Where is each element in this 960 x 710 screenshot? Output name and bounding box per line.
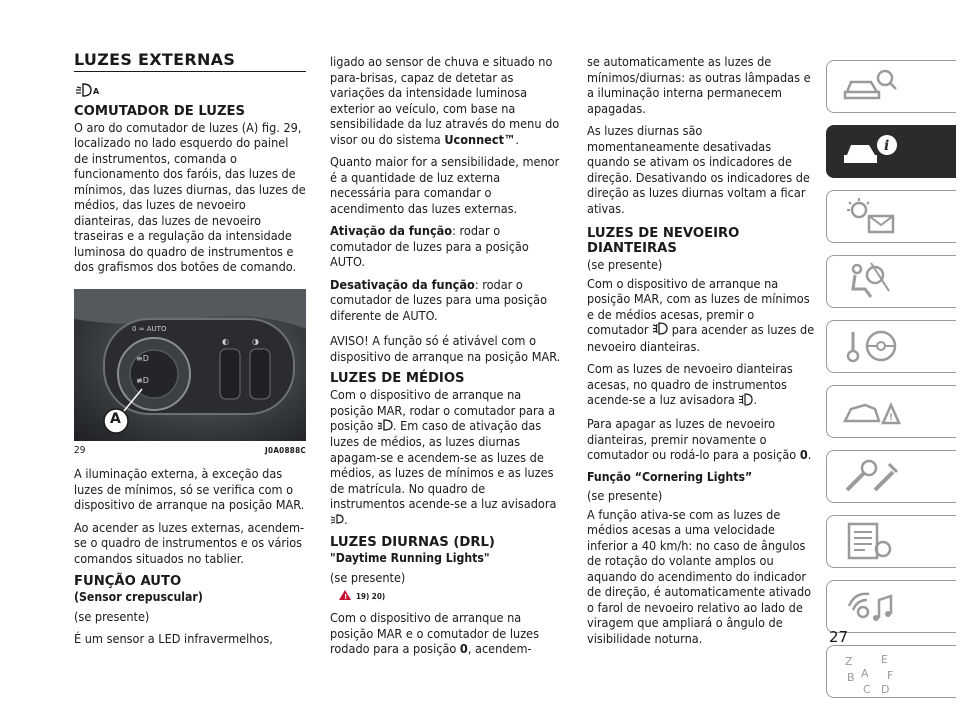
svg-text:C: C [863,683,871,695]
cornering-title: Função “Cornering Lights” [587,469,753,484]
warning-triangle-icon [338,589,352,605]
svg-text:B: B [847,671,855,684]
column-1 [74,52,306,654]
svg-text:!: ! [889,413,894,423]
figure-number: 29 [74,444,86,456]
svg-text:D: D [881,683,890,695]
car-search-icon [841,66,901,106]
warning-text: AVISO! A função só é ativável com o dispositivo de arranque na posição MAR. [330,333,561,364]
switch-text: O aro do comutador de luzes (A) fig. 29, localizado no lado esquerdo do painel de instrumentos, comanda o funcionamento dos faróis, das luzes de mínimos, das luzes diurnas, das luzes de médios, das luzes de nevoeiro dianteiras, das luzes de nevoeiro traseiras e a regulação da intensidade luminosa do quadro de instrumentos e dos grafismos dos botões de comando. [74,119,306,274]
low-beam-text: Com o dispositivo de arranque na posição MAR, rodar o comutador para a posição . Em caso de ativação das luzes de médios, as luzes diurnas apagam-se e acendem-se as luzes de médios, as luzes de mínimos e as luzes de matrícula. No quadro de instrumentos acende-se a luz avisadora . [330,387,557,527]
drl-refs-line: ! 19) 20) [330,588,562,604]
svg-text:A: A [861,667,869,680]
svg-text:!: ! [344,592,348,601]
driving-controls-icon [841,326,901,366]
warning-lights-icon [841,196,901,236]
car-breakdown-icon [841,391,901,431]
tab-car-info[interactable] [826,125,956,178]
front-fog-title: LUZES DE NEVOEIRO DIANTEIRAS [587,226,740,256]
multimedia-icon [841,586,901,626]
cornering-text: A função ativa-se com as luzes de médios acesas a uma velocidade inferior a 40 km/h: no caso de ângulos de rotação do volante amplos ou aquando do acendimento do indicador de direção, é automaticamente ativado o farol de nevoeiro relativo ao lado de viragem que ampliará o ângulo de visibilidade noturna. [587,506,812,646]
front-fog-warning-light-icon [738,393,753,410]
tab-airbag-seat[interactable] [826,255,956,308]
deactivation-text: Desativação da função: rodar o comutador de luzes para uma posição diferente de AUTO. [330,276,548,323]
auto-text: É um sensor a LED infravermelhos, [74,631,273,646]
tab-maintenance-tools[interactable] [826,450,956,503]
svg-text:◑: ◑ [252,336,259,346]
dashboard-lighting-text: Ao acender as luzes externas, acendem-se o quadro de instrumentos e os vários comandos situados no tablier. [74,519,305,566]
chapter-tabs [826,60,956,710]
front-fog-light-text: Com as luzes de nevoeiro dianteiras acesas, no quadro de instrumentos acende-se a luz avisadora . [587,361,793,408]
tab-warning-lights[interactable] [826,190,956,243]
sensor-text: ligado ao sensor de chuva e situado no para-brisas, capaz de detetar as variações da intensidade luminosa exterior ao veículo, com base na sensibilidade da luz através do menu do visor ou do sistema Uconnect™. [330,54,560,147]
drl-continued-text: se automaticamente as luzes de mínimos/diurnas: as outras lâmpadas e a iluminação interna permanecem apagadas. [587,54,811,116]
low-beam-warning-light-icon [330,513,344,529]
front-fog-icon [652,322,668,339]
column-3 [587,54,817,653]
callout-a-label: A [110,410,121,427]
drl-title: LUZES DIURNAS (DRL) [330,535,495,550]
svg-text:A: A [93,86,100,96]
section-title: LUZES EXTERNAS [74,52,306,72]
sensitivity-text: Quanto maior for a sensibilidade, menor é a quantidade de luz externa necessária para comandar o acendimento das luzes externas. [330,154,560,216]
svg-text:F: F [887,669,894,682]
figure-caption [74,443,306,459]
airbag-seat-icon [841,261,901,301]
svg-text:≢D: ≢D [136,375,149,385]
maintenance-tools-icon [841,456,901,496]
ext-lighting-text: A iluminação externa, à exceção das luzes de mínimos, só se verifica com o dispositivo de arranque na posição MAR. [74,466,305,512]
tab-multimedia[interactable] [826,580,956,633]
tab-technical-data[interactable] [826,515,956,568]
index-letters-icon [841,651,901,695]
tab-car-search[interactable] [826,60,956,113]
svg-text:≡D: ≡D [136,353,149,363]
technical-data-icon [841,521,901,561]
drl-subtitle: "Daytime Running Lights" [330,551,490,565]
car-info-icon [841,131,901,171]
low-beam-icon [377,419,393,435]
auto-if-present: (se presente) [74,608,150,624]
front-fog-on-text: Com o dispositivo de arranque na posição MAR, com as luzes de mínimos e de médios acesas, premir o comutador para acender as luzes de nevoeiro dianteiras. [587,275,815,354]
svg-text:0 ≈ AUTO: 0 ≈ AUTO [132,324,167,333]
front-fog-off-text: Para apagar as luzes de nevoeiro dianteiras, premir novamente o comutador ou rodá-lo para a posição 0. [587,416,812,462]
svg-text:i: i [884,138,890,154]
svg-text:◐: ◐ [222,336,229,346]
tab-index-letters[interactable] [826,645,956,698]
light-switch-photo [74,289,306,441]
front-fog-if-present: (se presente) [587,257,663,272]
svg-text:E: E [881,653,888,666]
tab-car-breakdown[interactable] [826,385,956,438]
drl-if-present: (se presente) [330,569,406,585]
svg-text:Z: Z [845,655,853,668]
column-2 [330,54,562,664]
auto-subtitle: (Sensor crepuscular) [74,590,203,604]
switch-title: COMUTADOR DE LUZES [74,103,246,119]
auto-title: FUNÇÃO AUTO [74,574,182,589]
cornering-if-present: (se presente) [587,488,663,503]
drl-indicators-text: As luzes diurnas são momentaneamente desativadas quando se ativam os indicadores de direção. Desativando os indicadores de direção as luzes diurnas voltam a ficar ativas. [587,123,810,216]
low-beam-auto-icon [74,80,306,98]
activation-text: Ativação da função: rodar o comutador de luzes para a posição AUTO. [330,223,529,269]
figure-code: J0A0888C [265,445,306,455]
tab-driving-controls[interactable] [826,320,956,373]
drl-text: Com o dispositivo de arranque na posição MAR e o comutador de luzes rodado para a posição 0, acendem- [330,610,540,657]
page-number: 27 [829,628,849,646]
low-beam-title: LUZES DE MÉDIOS [330,371,465,386]
